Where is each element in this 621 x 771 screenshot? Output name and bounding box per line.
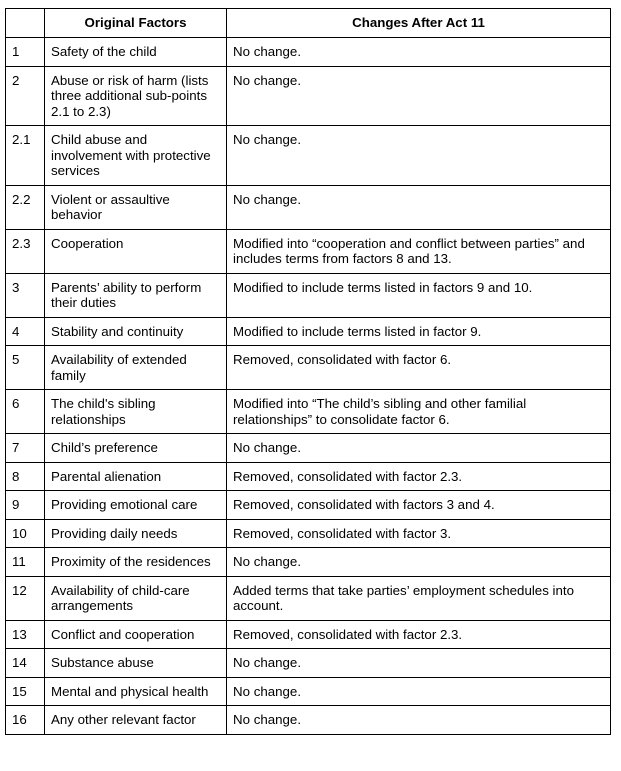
factor-number: 8 — [6, 462, 45, 491]
factor-number: 13 — [6, 620, 45, 649]
original-factor: The child's sibling relationships — [45, 390, 227, 434]
original-factor: Providing daily needs — [45, 519, 227, 548]
change-description: Modified into “The child’s sibling and other familial relationships” to consolidate factor 6. — [227, 390, 611, 434]
change-description: Added terms that take parties’ employment schedules into account. — [227, 576, 611, 620]
table-row — [6, 576, 611, 620]
header-changes: Changes After Act 11 — [227, 9, 611, 38]
change-description: Modified to include terms listed in factors 9 and 10. — [227, 273, 611, 317]
change-description: Modified into “cooperation and conflict between parties” and includes terms from factors 8 and 13. — [227, 229, 611, 273]
change-description: No change. — [227, 38, 611, 67]
factor-number: 7 — [6, 434, 45, 463]
change-description: No change. — [227, 548, 611, 577]
change-description: Removed, consolidated with factors 3 and 4. — [227, 491, 611, 520]
change-description: No change. — [227, 185, 611, 229]
factor-number: 11 — [6, 548, 45, 577]
original-factor: Proximity of the residences — [45, 548, 227, 577]
change-description: Removed, consolidated with factor 2.3. — [227, 462, 611, 491]
table-row — [6, 491, 611, 520]
original-factor: Parents’ ability to perform their duties — [45, 273, 227, 317]
table-row — [6, 273, 611, 317]
table-row — [6, 548, 611, 577]
original-factor: Conflict and cooperation — [45, 620, 227, 649]
table-row — [6, 229, 611, 273]
factor-number: 5 — [6, 346, 45, 390]
table-row — [6, 390, 611, 434]
original-factor: Providing emotional care — [45, 491, 227, 520]
factors-table — [5, 8, 611, 735]
factor-number: 14 — [6, 649, 45, 678]
factor-number: 6 — [6, 390, 45, 434]
change-description: No change. — [227, 434, 611, 463]
factor-number: 2.1 — [6, 126, 45, 186]
change-description: Modified to include terms listed in factor 9. — [227, 317, 611, 346]
factor-number: 3 — [6, 273, 45, 317]
original-factor: Child abuse and involvement with protective services — [45, 126, 227, 186]
factor-number: 1 — [6, 38, 45, 67]
table-row — [6, 346, 611, 390]
change-description: No change. — [227, 126, 611, 186]
table-row — [6, 519, 611, 548]
table-row — [6, 185, 611, 229]
table-row — [6, 126, 611, 186]
table-row — [6, 462, 611, 491]
change-description: No change. — [227, 649, 611, 678]
factor-number: 2 — [6, 66, 45, 126]
original-factor: Availability of extended family — [45, 346, 227, 390]
factor-number: 9 — [6, 491, 45, 520]
original-factor: Stability and continuity — [45, 317, 227, 346]
factor-number: 2.3 — [6, 229, 45, 273]
table-row — [6, 66, 611, 126]
change-description: No change. — [227, 706, 611, 735]
original-factor: Abuse or risk of harm (lists three additional sub-points 2.1 to 2.3) — [45, 66, 227, 126]
original-factor: Availability of child-care arrangements — [45, 576, 227, 620]
header-number — [6, 9, 45, 38]
table-row — [6, 434, 611, 463]
original-factor: Substance abuse — [45, 649, 227, 678]
factor-number: 15 — [6, 677, 45, 706]
table-row — [6, 38, 611, 67]
factor-number: 16 — [6, 706, 45, 735]
factor-number: 10 — [6, 519, 45, 548]
change-description: No change. — [227, 66, 611, 126]
factor-number: 4 — [6, 317, 45, 346]
header-original-factors: Original Factors — [45, 9, 227, 38]
original-factor: Safety of the child — [45, 38, 227, 67]
change-description: Removed, consolidated with factor 2.3. — [227, 620, 611, 649]
table-row — [6, 677, 611, 706]
table-row — [6, 706, 611, 735]
table-row — [6, 317, 611, 346]
table-row — [6, 649, 611, 678]
header-row — [6, 9, 611, 38]
factor-number: 2.2 — [6, 185, 45, 229]
change-description: Removed, consolidated with factor 3. — [227, 519, 611, 548]
original-factor: Child’s preference — [45, 434, 227, 463]
table-row — [6, 620, 611, 649]
change-description: No change. — [227, 677, 611, 706]
original-factor: Any other relevant factor — [45, 706, 227, 735]
original-factor: Mental and physical health — [45, 677, 227, 706]
factor-number: 12 — [6, 576, 45, 620]
change-description: Removed, consolidated with factor 6. — [227, 346, 611, 390]
original-factor: Violent or assaultive behavior — [45, 185, 227, 229]
original-factor: Cooperation — [45, 229, 227, 273]
original-factor: Parental alienation — [45, 462, 227, 491]
